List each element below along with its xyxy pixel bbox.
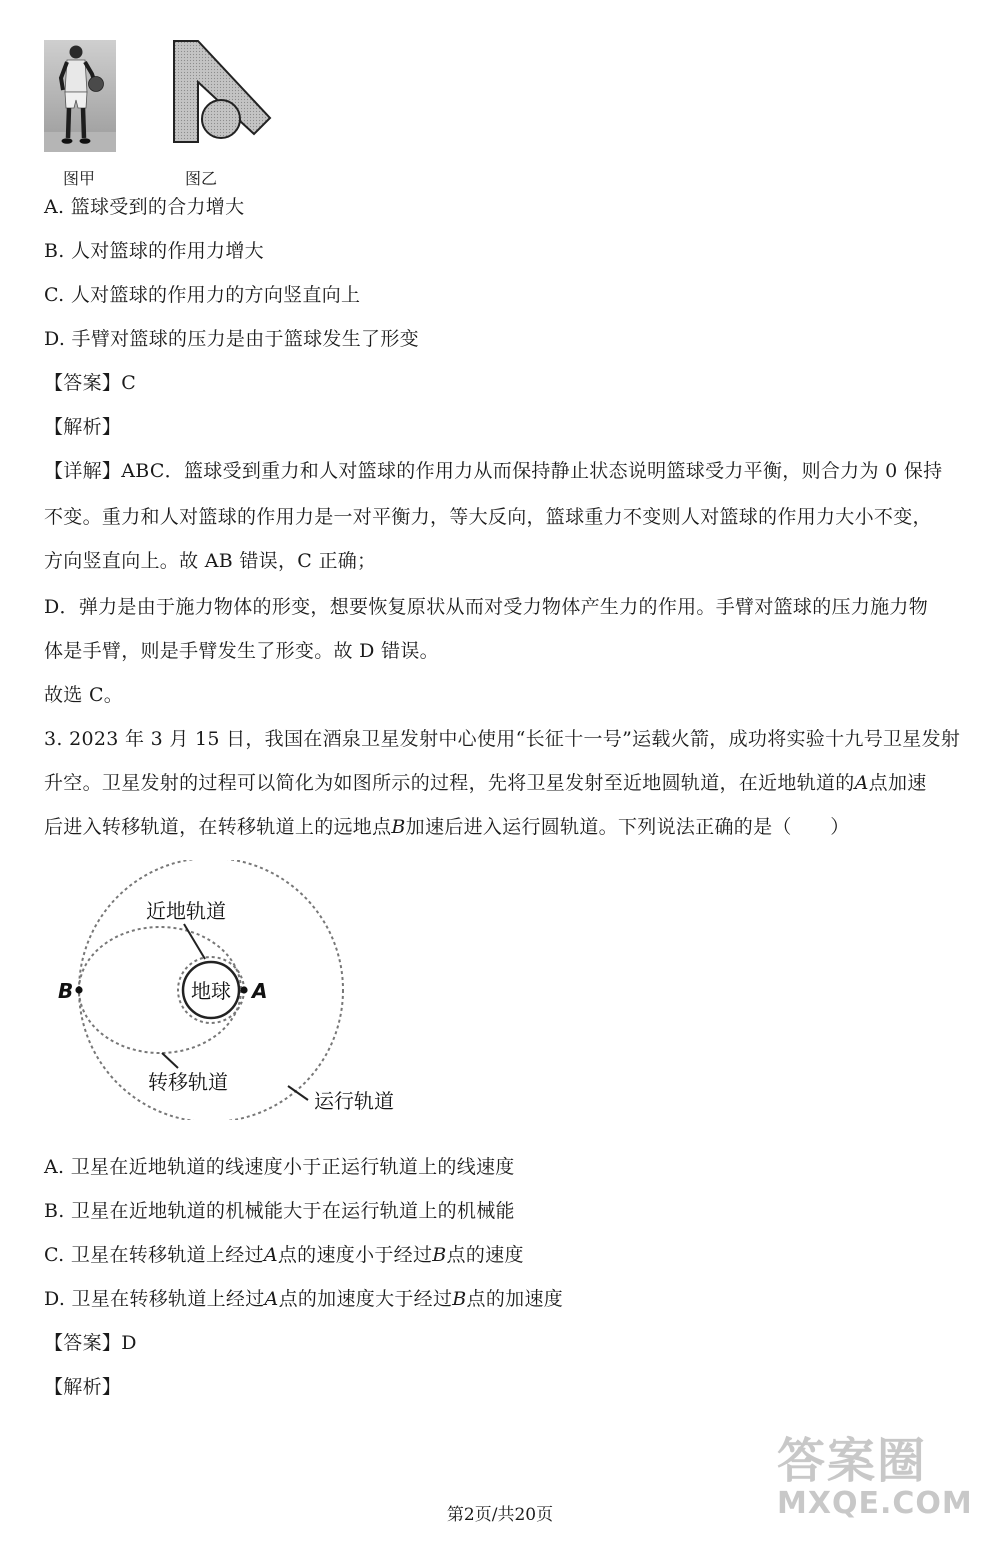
operating-orbit-label: 运行轨道 (314, 1089, 394, 1113)
point-b-text: B (58, 979, 74, 1003)
q3-stem-text: 点加速 (868, 772, 927, 794)
q3-option-text: B. 卫星在近地轨道的机械能大于在运行轨道上的机械能 (44, 1200, 515, 1222)
point-a-text: A (252, 979, 268, 1003)
q3-analysis-label: 【解析】 (44, 1376, 122, 1398)
q2-detail-line: 不变。重力和人对篮球的作用力是一对平衡力，等大反向，篮球重力不变则人对篮球的作用力大小不变， (44, 506, 932, 528)
q2-detail-line: 体是手臂，则是手臂发生了形变。故 D 错误。 (44, 640, 439, 662)
q3-stem-text: 加速后进入运行圆轨道。下列说法正确的是（ ） (405, 816, 850, 838)
q3-option-text: 点的加速度 (466, 1288, 564, 1310)
q3-option-text: D. 卫星在转移轨道上经过 (44, 1288, 265, 1310)
figure-a-photo (44, 40, 116, 152)
q3-stem-line1: 3. 2023 年 3 月 15 日，我国在酒泉卫星发射中心使用“长征十一号”运载火箭，成功将实验十九号卫星发射 (44, 728, 961, 750)
q2-detail-line: 方向竖直向上。故 AB 错误，C 正确； (44, 550, 377, 572)
q3-stem-text: 后进入转移轨道，在转移轨道上的远地点 (44, 816, 392, 838)
q3-option-b (44, 1202, 515, 1221)
earth-label: 地球 (191, 979, 231, 1003)
figure-b-diagram (168, 38, 278, 148)
transfer-orbit-label: 转移轨道 (148, 1070, 228, 1094)
q3-option-c (44, 1246, 524, 1265)
figure-a-caption: 图甲 (63, 169, 96, 188)
q3-option-d (44, 1290, 563, 1309)
q2-detail-line: D．弹力是由于施力物体的形变，想要恢复原状从而对受力物体产生力的作用。手臂对篮球的压力施力物 (44, 596, 929, 618)
q2-answer: 【答案】C (44, 372, 137, 394)
q3-option-text: A. 卫星在近地轨道的线速度小于正运行轨道上的线速度 (44, 1156, 515, 1178)
figure-b-caption: 图乙 (185, 169, 218, 188)
q2-option-b: B. 人对篮球的作用力增大 (44, 240, 264, 262)
point-b-label: B (452, 1288, 467, 1310)
q3-option-text: 点的加速度大于经过 (278, 1288, 453, 1310)
q2-detail-line: 【详解】ABC．篮球受到重力和人对篮球的作用力从而保持静止状态说明篮球受力平衡，则合力为 0 保持 (44, 460, 943, 482)
near-orbit-label: 近地轨道 (146, 899, 226, 923)
point-a-label: A (263, 1244, 278, 1266)
point-b-label: B (391, 816, 406, 838)
point-b (75, 986, 82, 993)
point-a (240, 986, 247, 993)
q2-option-d: D. 手臂对篮球的压力是由于篮球发生了形变 (44, 328, 419, 350)
point-a-label: A (264, 1288, 279, 1310)
q3-stem-line3 (44, 818, 850, 837)
q2-detail-line: 故选 C。 (44, 684, 124, 706)
q3-option-text: 点的速度小于经过 (277, 1244, 433, 1266)
q3-option-text: 点的速度 (446, 1244, 524, 1266)
q3-answer: 【答案】D (44, 1332, 137, 1354)
q3-option-text: C. 卫星在转移轨道上经过 (44, 1244, 264, 1266)
page-footer: 第2页/共20页 (446, 1505, 554, 1525)
point-b-label: B (432, 1244, 447, 1266)
orbit-diagram (50, 860, 420, 1120)
q2-option-c: C. 人对篮球的作用力的方向竖直向上 (44, 284, 361, 306)
point-a-label: A (854, 772, 869, 794)
q3-option-a (44, 1158, 515, 1177)
watermark (777, 1435, 982, 1531)
q3-stem-text: 升空。卫星发射的过程可以简化为如图所示的过程，先将卫星发射至近地圆轨道，在近地轨道的 (44, 772, 855, 794)
q2-option-a: A. 篮球受到的合力增大 (44, 196, 245, 218)
watermark-bottom: MXQE.COM (777, 1486, 973, 1521)
watermark-top: 答案圈 (777, 1433, 928, 1489)
q2-analysis-label: 【解析】 (44, 416, 122, 438)
q3-stem-line2 (44, 774, 927, 793)
